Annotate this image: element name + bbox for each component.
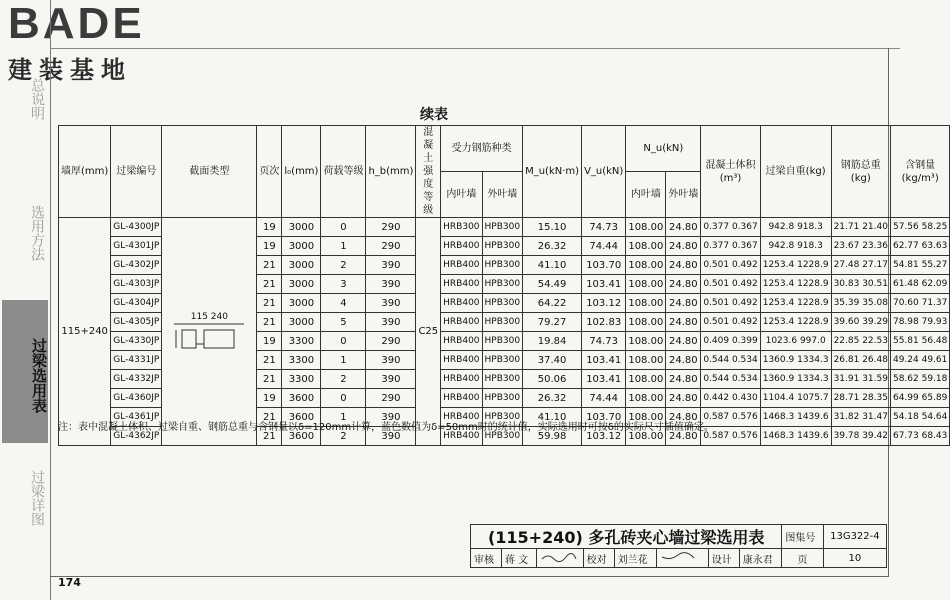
cell-vu: 74.44 bbox=[582, 237, 626, 256]
title-block-page-number: 10 bbox=[823, 549, 886, 568]
cell-page: 21 bbox=[257, 256, 282, 275]
cell-ln: 3600 bbox=[282, 427, 321, 446]
cell-steel-content: 49.24 49.61 bbox=[890, 351, 949, 370]
cell-beam-no: GL-4305JP bbox=[111, 313, 162, 332]
logo-subtitle: 建装基地 bbox=[8, 56, 132, 84]
design-label: 设计 bbox=[708, 549, 739, 568]
atlas-number: 13G322-4 bbox=[823, 525, 886, 549]
header-wall-thickness: 墙厚(mm) bbox=[59, 126, 111, 218]
beam-selection-table bbox=[58, 125, 950, 446]
cell-concrete-volume: 0.587 0.576 bbox=[701, 408, 760, 427]
cell-self-weight: 942.8 918.3 bbox=[760, 218, 831, 237]
table-note: 注：表中混凝土体积、过梁自重、钢筋总重与含钢量以δ=120mm计算，蓝色数值为δ=50mm时的统计值，实际选用时可按δ的实际尺寸插值确定。 bbox=[58, 422, 714, 433]
cell-page: 21 bbox=[257, 370, 282, 389]
cell-nu-inner: 108.00 bbox=[626, 237, 666, 256]
page-number: 174 bbox=[58, 576, 81, 589]
cell-nu-inner: 108.00 bbox=[626, 351, 666, 370]
cell-nu-outer: 24.80 bbox=[666, 256, 701, 275]
cell-rebar-inner: HRB400 bbox=[441, 332, 482, 351]
cell-load-level: 2 bbox=[321, 256, 366, 275]
cell-hb: 390 bbox=[366, 351, 416, 370]
cell-steel-content: 78.98 79.93 bbox=[890, 313, 949, 332]
cell-vu: 74.44 bbox=[582, 389, 626, 408]
cell-mu: 59.98 bbox=[523, 427, 582, 446]
cell-beam-no: GL-4331JP bbox=[111, 351, 162, 370]
cell-load-level: 4 bbox=[321, 294, 366, 313]
cell-hb: 390 bbox=[366, 256, 416, 275]
section-dim-label: 115 240 bbox=[190, 311, 228, 322]
cell-nu-inner: 108.00 bbox=[626, 313, 666, 332]
title-block-row-2 bbox=[471, 549, 887, 568]
cell-nu-outer: 24.80 bbox=[666, 370, 701, 389]
cell-rebar-outer: HPB300 bbox=[482, 427, 523, 446]
cell-beam-no: GL-4360JP bbox=[111, 389, 162, 408]
cell-hb: 290 bbox=[366, 332, 416, 351]
cell-hb: 390 bbox=[366, 294, 416, 313]
cell-self-weight: 1023.6 997.0 bbox=[760, 332, 831, 351]
cell-nu-outer: 24.80 bbox=[666, 408, 701, 427]
cell-rebar-outer: HPB300 bbox=[482, 275, 523, 294]
cell-rebar-weight: 31.82 31.47 bbox=[831, 408, 890, 427]
cell-load-level: 1 bbox=[321, 408, 366, 427]
cell-steel-content: 64.99 65.89 bbox=[890, 389, 949, 408]
header-rebar-weight: 钢筋总重(kg) bbox=[831, 126, 890, 218]
cell-mu: 26.32 bbox=[523, 237, 582, 256]
cell-rebar-outer: HPB300 bbox=[482, 313, 523, 332]
page-label: 页 bbox=[782, 549, 823, 568]
section-diagram bbox=[164, 312, 254, 352]
cell-load-level: 5 bbox=[321, 313, 366, 332]
cell-steel-content: 54.81 55.27 bbox=[890, 256, 949, 275]
cell-hb: 390 bbox=[366, 408, 416, 427]
cell-nu-inner: 108.00 bbox=[626, 408, 666, 427]
cell-page: 19 bbox=[257, 237, 282, 256]
cell-steel-content: 61.48 62.09 bbox=[890, 275, 949, 294]
cell-hb: 290 bbox=[366, 237, 416, 256]
cell-steel-content: 54.18 54.64 bbox=[890, 408, 949, 427]
cell-nu-outer: 24.80 bbox=[666, 351, 701, 370]
cell-rebar-weight: 39.60 39.29 bbox=[831, 313, 890, 332]
cell-rebar-outer: HPB300 bbox=[482, 389, 523, 408]
cell-steel-content: 55.81 56.48 bbox=[890, 332, 949, 351]
sidebar-section-method[interactable]: 选用方法 bbox=[29, 205, 45, 261]
header-ln: l₀(mm) bbox=[282, 126, 321, 218]
cell-concrete-volume: 0.377 0.367 bbox=[701, 237, 760, 256]
cell-rebar-weight: 23.67 23.36 bbox=[831, 237, 890, 256]
cell-mu: 26.32 bbox=[523, 389, 582, 408]
cell-hb: 390 bbox=[366, 427, 416, 446]
cell-nu-outer: 24.80 bbox=[666, 294, 701, 313]
cell-wall-thickness: 115+240 bbox=[59, 218, 111, 446]
cell-concrete-volume: 0.442 0.430 bbox=[701, 389, 760, 408]
cell-steel-content: 70.60 71.37 bbox=[890, 294, 949, 313]
cell-vu: 74.73 bbox=[582, 332, 626, 351]
cell-nu-outer: 24.80 bbox=[666, 389, 701, 408]
cell-rebar-outer: HPB300 bbox=[482, 332, 523, 351]
cell-concrete-volume: 0.501 0.492 bbox=[701, 294, 760, 313]
reviewer-name: 蒋 文 bbox=[502, 549, 537, 568]
cell-vu: 74.73 bbox=[582, 218, 626, 237]
cell-page: 21 bbox=[257, 408, 282, 427]
cell-self-weight: 1253.4 1228.9 bbox=[760, 313, 831, 332]
cell-rebar-inner: HRB400 bbox=[441, 256, 482, 275]
cell-page: 21 bbox=[257, 351, 282, 370]
cell-rebar-weight: 35.39 35.08 bbox=[831, 294, 890, 313]
cell-rebar-outer: HPB300 bbox=[482, 351, 523, 370]
cell-rebar-inner: HRB400 bbox=[441, 294, 482, 313]
cell-rebar-inner: HRB300 bbox=[441, 218, 482, 237]
cell-section-drawing bbox=[162, 218, 257, 446]
header-beam-no: 过梁编号 bbox=[111, 126, 162, 218]
header-nu-inner: 内叶墙 bbox=[626, 172, 666, 218]
cell-rebar-weight: 31.91 31.59 bbox=[831, 370, 890, 389]
checker-name: 刘兰花 bbox=[614, 549, 656, 568]
cell-concrete-volume: 0.501 0.492 bbox=[701, 256, 760, 275]
cell-nu-outer: 24.80 bbox=[666, 332, 701, 351]
cell-mu: 37.40 bbox=[523, 351, 582, 370]
cell-load-level: 0 bbox=[321, 218, 366, 237]
cell-load-level: 3 bbox=[321, 275, 366, 294]
cell-rebar-weight: 27.48 27.17 bbox=[831, 256, 890, 275]
cell-nu-outer: 24.80 bbox=[666, 237, 701, 256]
cell-ln: 3000 bbox=[282, 237, 321, 256]
cell-self-weight: 1360.9 1334.3 bbox=[760, 370, 831, 389]
sidebar-section-details[interactable]: 过梁详图 bbox=[29, 470, 45, 526]
header-concrete-volume: 混凝土体积(m³) bbox=[701, 126, 760, 218]
cell-rebar-inner: HRB400 bbox=[441, 351, 482, 370]
cell-mu: 15.10 bbox=[523, 218, 582, 237]
table-header-row bbox=[59, 126, 950, 172]
cell-ln: 3600 bbox=[282, 408, 321, 427]
cell-self-weight: 1253.4 1228.9 bbox=[760, 275, 831, 294]
cell-beam-no: GL-4330JP bbox=[111, 332, 162, 351]
cell-rebar-weight: 30.83 30.51 bbox=[831, 275, 890, 294]
cell-hb: 390 bbox=[366, 370, 416, 389]
page-title: 续表 bbox=[420, 107, 448, 123]
cell-page: 19 bbox=[257, 218, 282, 237]
cell-vu: 103.12 bbox=[582, 427, 626, 446]
cell-nu-inner: 108.00 bbox=[626, 294, 666, 313]
header-mu: M_u(kN·m) bbox=[523, 126, 582, 218]
cell-ln: 3000 bbox=[282, 313, 321, 332]
cell-ln: 3300 bbox=[282, 351, 321, 370]
cell-rebar-outer: HPB300 bbox=[482, 218, 523, 237]
cell-nu-inner: 108.00 bbox=[626, 218, 666, 237]
cell-ln: 3000 bbox=[282, 294, 321, 313]
cell-rebar-inner: HRB400 bbox=[441, 237, 482, 256]
cell-load-level: 0 bbox=[321, 389, 366, 408]
review-label: 审核 bbox=[471, 549, 502, 568]
cell-concrete-grade: C25 bbox=[416, 218, 441, 446]
cell-nu-outer: 24.80 bbox=[666, 275, 701, 294]
cell-self-weight: 1468.3 1439.6 bbox=[760, 427, 831, 446]
sidebar-section-beam-table[interactable]: 过梁选用表 bbox=[2, 300, 48, 443]
cell-mu: 64.22 bbox=[523, 294, 582, 313]
cell-ln: 3000 bbox=[282, 275, 321, 294]
cell-load-level: 2 bbox=[321, 370, 366, 389]
cell-rebar-inner: HRB400 bbox=[441, 427, 482, 446]
cell-load-level: 1 bbox=[321, 237, 366, 256]
header-steel-content: 含钢量(kg/m³) bbox=[890, 126, 949, 218]
cell-rebar-weight: 22.85 22.53 bbox=[831, 332, 890, 351]
cell-mu: 79.27 bbox=[523, 313, 582, 332]
cell-concrete-volume: 0.409 0.399 bbox=[701, 332, 760, 351]
header-concrete: 混凝土强度等级 bbox=[416, 126, 441, 218]
cell-load-level: 2 bbox=[321, 427, 366, 446]
header-self-weight: 过梁自重(kg) bbox=[760, 126, 831, 218]
cell-beam-no: GL-4301JP bbox=[111, 237, 162, 256]
cell-vu: 103.41 bbox=[582, 370, 626, 389]
cell-hb: 290 bbox=[366, 218, 416, 237]
cell-concrete-volume: 0.544 0.534 bbox=[701, 370, 760, 389]
cell-concrete-volume: 0.501 0.492 bbox=[701, 313, 760, 332]
sidebar-section-general[interactable]: 总说明 bbox=[29, 78, 45, 120]
cell-steel-content: 57.56 58.25 bbox=[890, 218, 949, 237]
cell-vu: 103.41 bbox=[582, 351, 626, 370]
header-section-type: 截面类型 bbox=[162, 126, 257, 218]
header-vu: V_u(kN) bbox=[582, 126, 626, 218]
cell-mu: 54.49 bbox=[523, 275, 582, 294]
reviewer-signature bbox=[536, 549, 583, 568]
cell-nu-inner: 108.00 bbox=[626, 389, 666, 408]
cell-rebar-inner: HRB400 bbox=[441, 408, 482, 427]
cell-nu-outer: 24.80 bbox=[666, 427, 701, 446]
cell-rebar-weight: 21.71 21.40 bbox=[831, 218, 890, 237]
cell-rebar-inner: HRB400 bbox=[441, 370, 482, 389]
title-block-row-1 bbox=[471, 525, 887, 549]
header-hb: h_b(mm) bbox=[366, 126, 416, 218]
cell-mu: 41.10 bbox=[523, 256, 582, 275]
cell-self-weight: 1253.4 1228.9 bbox=[760, 256, 831, 275]
cell-beam-no: GL-4300JP bbox=[111, 218, 162, 237]
cell-ln: 3300 bbox=[282, 332, 321, 351]
table-row bbox=[59, 218, 950, 237]
cell-nu-inner: 108.00 bbox=[626, 256, 666, 275]
cell-steel-content: 67.73 68.43 bbox=[890, 427, 949, 446]
cell-mu: 50.06 bbox=[523, 370, 582, 389]
cell-steel-content: 62.77 63.63 bbox=[890, 237, 949, 256]
header-rebar-type: 受力钢筋种类 bbox=[441, 126, 523, 172]
cell-mu: 41.10 bbox=[523, 408, 582, 427]
cell-nu-outer: 24.80 bbox=[666, 218, 701, 237]
cell-page: 19 bbox=[257, 332, 282, 351]
header-page-no: 页次 bbox=[257, 126, 282, 218]
cell-rebar-outer: HPB300 bbox=[482, 256, 523, 275]
cell-self-weight: 942.8 918.3 bbox=[760, 237, 831, 256]
cell-rebar-outer: HPB300 bbox=[482, 294, 523, 313]
cell-rebar-outer: HPB300 bbox=[482, 370, 523, 389]
header-load-level: 荷载等级 bbox=[321, 126, 366, 218]
cell-rebar-weight: 39.78 39.42 bbox=[831, 427, 890, 446]
cell-hb: 290 bbox=[366, 389, 416, 408]
cell-concrete-volume: 0.587 0.576 bbox=[701, 427, 760, 446]
title-block-title: (115+240) 多孔砖夹心墙过梁选用表 bbox=[471, 525, 782, 549]
cell-load-level: 0 bbox=[321, 332, 366, 351]
atlas-label: 图集号 bbox=[782, 525, 823, 549]
cell-nu-outer: 24.80 bbox=[666, 313, 701, 332]
cell-rebar-inner: HRB400 bbox=[441, 389, 482, 408]
cell-self-weight: 1253.4 1228.9 bbox=[760, 294, 831, 313]
header-nu: N_u(kN) bbox=[626, 126, 701, 172]
cell-rebar-outer: HPB300 bbox=[482, 408, 523, 427]
cell-hb: 390 bbox=[366, 313, 416, 332]
cell-page: 21 bbox=[257, 275, 282, 294]
cell-beam-no: GL-4302JP bbox=[111, 256, 162, 275]
cell-vu: 103.12 bbox=[582, 294, 626, 313]
cell-vu: 103.41 bbox=[582, 275, 626, 294]
cell-vu: 102.83 bbox=[582, 313, 626, 332]
cell-rebar-weight: 26.81 26.48 bbox=[831, 351, 890, 370]
cell-rebar-inner: HRB400 bbox=[441, 313, 482, 332]
cell-vu: 103.70 bbox=[582, 256, 626, 275]
designer-name: 康永君 bbox=[739, 549, 782, 568]
cell-hb: 390 bbox=[366, 275, 416, 294]
cell-page: 21 bbox=[257, 294, 282, 313]
cell-concrete-volume: 0.501 0.492 bbox=[701, 275, 760, 294]
cell-beam-no: GL-4304JP bbox=[111, 294, 162, 313]
logo-brand-text: BADE bbox=[8, 0, 145, 48]
cell-mu: 19.84 bbox=[523, 332, 582, 351]
cell-load-level: 1 bbox=[321, 351, 366, 370]
cell-steel-content: 58.62 59.18 bbox=[890, 370, 949, 389]
cell-concrete-volume: 0.377 0.367 bbox=[701, 218, 760, 237]
chapter-sidebar bbox=[0, 0, 50, 560]
cell-ln: 3600 bbox=[282, 389, 321, 408]
cell-page: 21 bbox=[257, 427, 282, 446]
cell-beam-no: GL-4303JP bbox=[111, 275, 162, 294]
cell-beam-no: GL-4362JP bbox=[111, 427, 162, 446]
cell-page: 19 bbox=[257, 389, 282, 408]
cell-self-weight: 1468.3 1439.6 bbox=[760, 408, 831, 427]
cell-ln: 3000 bbox=[282, 218, 321, 237]
cell-nu-inner: 108.00 bbox=[626, 427, 666, 446]
cell-nu-inner: 108.00 bbox=[626, 332, 666, 351]
section-shape bbox=[164, 322, 254, 352]
title-block bbox=[470, 524, 887, 568]
cell-nu-inner: 108.00 bbox=[626, 275, 666, 294]
cell-rebar-inner: HRB400 bbox=[441, 275, 482, 294]
cell-ln: 3300 bbox=[282, 370, 321, 389]
checker-signature bbox=[657, 549, 709, 568]
cell-beam-no: GL-4361JP bbox=[111, 408, 162, 427]
cell-rebar-outer: HPB300 bbox=[482, 237, 523, 256]
cell-vu: 103.70 bbox=[582, 408, 626, 427]
cell-concrete-volume: 0.544 0.534 bbox=[701, 351, 760, 370]
cell-beam-no: GL-4332JP bbox=[111, 370, 162, 389]
cell-ln: 3000 bbox=[282, 256, 321, 275]
cell-self-weight: 1104.4 1075.7 bbox=[760, 389, 831, 408]
cell-page: 21 bbox=[257, 313, 282, 332]
cell-rebar-weight: 28.71 28.35 bbox=[831, 389, 890, 408]
header-rebar-inner: 内叶墙 bbox=[441, 172, 482, 218]
header-rebar-outer: 外叶墙 bbox=[482, 172, 523, 218]
cell-self-weight: 1360.9 1334.3 bbox=[760, 351, 831, 370]
check-label: 校对 bbox=[583, 549, 614, 568]
cell-nu-inner: 108.00 bbox=[626, 370, 666, 389]
header-nu-outer: 外叶墙 bbox=[666, 172, 701, 218]
